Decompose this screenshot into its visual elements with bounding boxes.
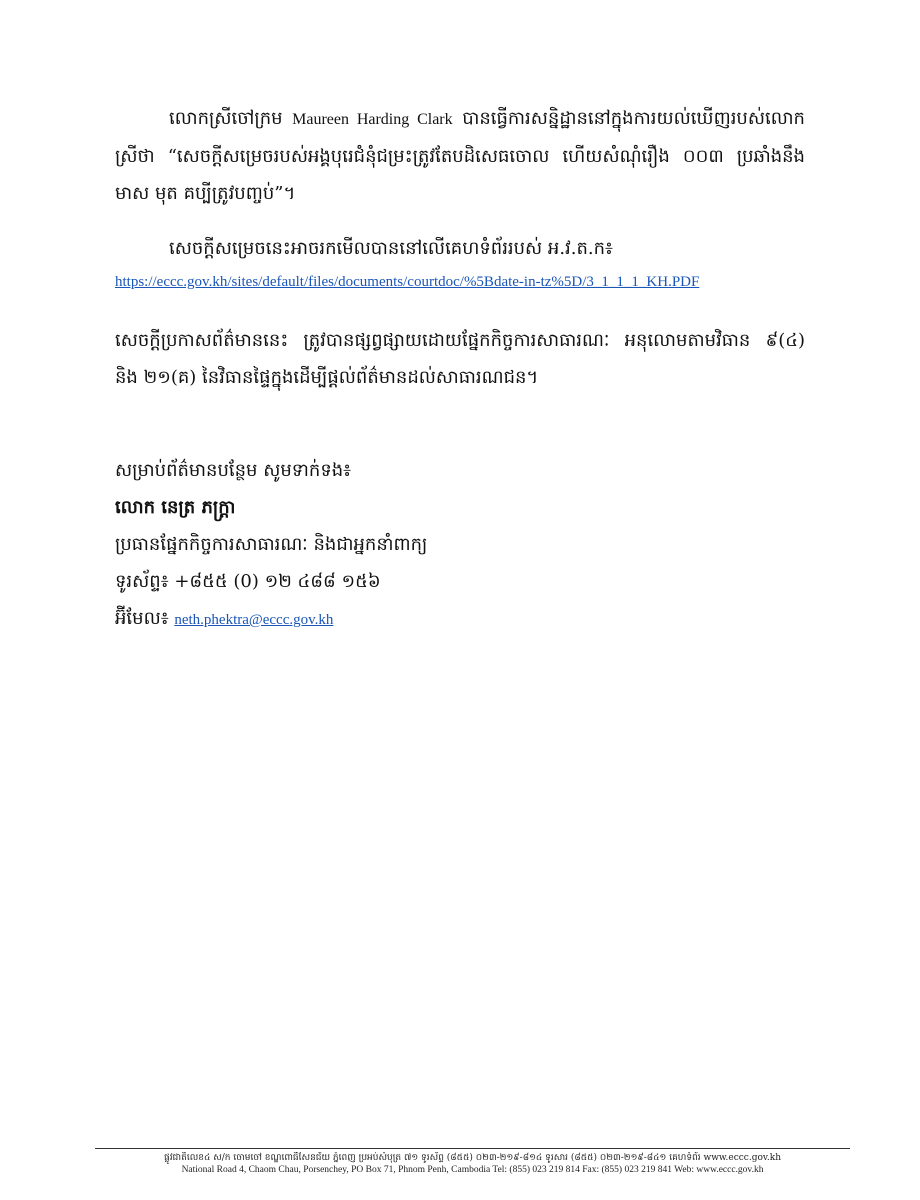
judge-name: Maureen Harding Clark — [292, 111, 453, 128]
paragraph-judge-conclusion — [115, 100, 805, 212]
contact-email-row — [115, 600, 805, 639]
contact-block — [115, 452, 805, 639]
paragraph1-lead: លោកស្រីចៅក្រម — [169, 108, 283, 129]
contact-title: ប្រធានផ្នែកកិច្ចការសាធារណៈ និងជាអ្នកនាំពាក្យ — [115, 534, 428, 555]
email-label: អ៊ីមែល៖ — [115, 608, 169, 629]
paragraph2-text: សេចក្ដីសម្រេចនេះអាចរកមើលបាននៅលើគេហទំព័ររបស់ អ.វ.ត.ក៖ — [169, 238, 613, 259]
footer-khmer-address: ផ្លូវជាតិលេខ៤ ស/ក ចោមចៅ ខណ្ឌពោធិ៍សែនជ័យ ភ្នំពេញ ប្រអប់សំបុត្រ ៧១ ទូរស័ព្ទ (៨៥៥) ០២៣-២១៩-៨១៤ ទូរសារ (៨៥៥) ០២៣-២១៩-៨៤១ គេហទំព័រ www.eccc.gov.kh — [163, 1153, 782, 1163]
footer-divider — [95, 1148, 850, 1149]
paragraph-decision-available — [115, 230, 805, 267]
footer — [95, 1152, 850, 1177]
contact-intro: សម្រាប់ព័ត៌មានបន្ថែម សូមទាក់ទង៖ — [115, 460, 352, 481]
email-link[interactable]: neth.phektra@eccc.gov.kh — [174, 612, 334, 628]
footer-english-address: National Road 4, Chaom Chau, Porsenchey, PO Box 71, Phnom Penh, Cambodia Tel: (855) 023 219 814 Fax: (855) 023 219 841 Web: www.eccc.gov.kh — [181, 1165, 764, 1175]
paragraph1-text: បានធ្វើការសន្និដ្ឋាននៅក្នុងការយល់ឃើញរបស់លោកស្រីថា “សេចក្ដីសម្រេចរបស់អង្គបុរេជំនុំជម្រះត្រូវតែបដិសេធចោល ហើយសំណុំរឿង ០០៣ ប្រឆាំងនឹង មាស មុត គប្បីត្រូវបញ្ចប់”។ — [115, 108, 805, 204]
contact-phone: ទូរស័ព្ទ៖ +៨៥៥ (0) ១២ ៤៨៨ ១៥៦ — [115, 571, 381, 592]
decision-url-line — [115, 271, 699, 291]
paragraph3-text: សេចក្ដីប្រកាសព័ត៌មាននេះ ត្រូវបានផ្សព្វផ្សាយដោយផ្នែកកិច្ចការសាធារណៈ អនុលោមតាមវិធាន ៩(៤) និង ២១(គ) នៃវិធានផ្ទៃក្នុងដើម្បីផ្ដល់ព័ត៌មានដល់សាធារណជន។ — [115, 330, 805, 388]
paragraph-dissemination — [115, 322, 805, 396]
decision-link[interactable]: https://eccc.gov.kh/sites/default/files/documents/courtdoc/%5Bdate-in-tz%5D/3_1_1_1_KH.PDF — [115, 274, 700, 290]
contact-name: លោក នេត្រ ភក្ត្រា — [115, 497, 236, 518]
